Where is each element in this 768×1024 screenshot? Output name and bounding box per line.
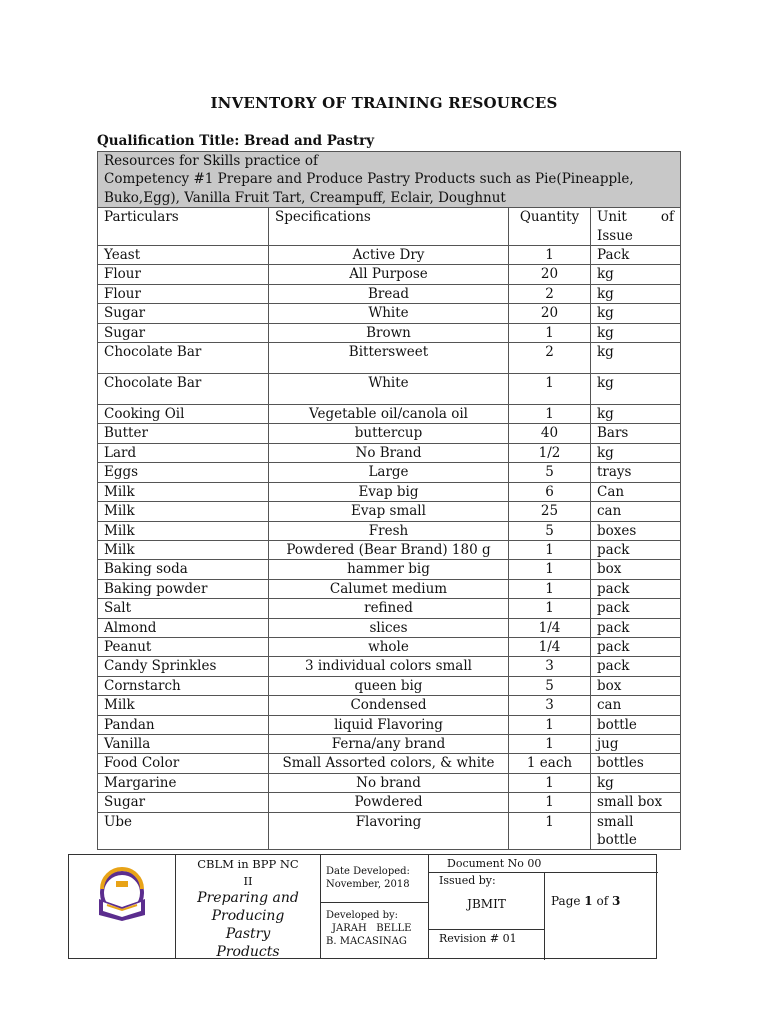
table-row xyxy=(98,734,681,753)
cell-specification: White xyxy=(269,304,509,323)
resources-line-1: Resources for Skills practice of xyxy=(104,153,319,169)
cell-quantity: 1 xyxy=(509,246,591,265)
cell-specification: Ferna/any brand xyxy=(269,734,509,753)
cell-specification: Active Dry xyxy=(269,246,509,265)
cell-quantity: 20 xyxy=(509,265,591,284)
table-row xyxy=(98,618,681,637)
cell-specification: 3 individual colors small xyxy=(269,657,509,676)
cell-unit: can xyxy=(591,502,681,521)
cell-specification: liquid Flavoring xyxy=(269,715,509,734)
cell-quantity: 20 xyxy=(509,304,591,323)
cell-unit: Bars xyxy=(591,424,681,443)
resources-header xyxy=(98,152,681,208)
table-row xyxy=(98,405,681,424)
cell-particular: Baking soda xyxy=(98,560,269,579)
table-row xyxy=(98,374,681,405)
cell-unit: kg xyxy=(591,773,681,792)
col-unit-a: Unit xyxy=(597,209,627,226)
cell-unit: trays xyxy=(591,463,681,482)
inventory-table xyxy=(97,151,681,850)
cell-particular: Cooking Oil xyxy=(98,405,269,424)
developed-by-label: Developed by: xyxy=(326,910,399,921)
cblm-title-2: Producing xyxy=(211,908,285,924)
cell-unit: pack xyxy=(591,579,681,598)
table-row xyxy=(98,482,681,501)
cell-particular: Milk xyxy=(98,521,269,540)
cell-particular: Baking powder xyxy=(98,579,269,598)
cell-particular: Chocolate Bar xyxy=(98,374,269,405)
cell-particular: Butter xyxy=(98,424,269,443)
table-row xyxy=(98,676,681,695)
issued-by-cell xyxy=(429,872,545,930)
cell-particular: Vanilla xyxy=(98,734,269,753)
cell-specification: Large xyxy=(269,463,509,482)
table-row xyxy=(98,323,681,342)
cell-specification: whole xyxy=(269,637,509,656)
cell-quantity: 1 xyxy=(509,560,591,579)
cblm-cell xyxy=(176,855,321,958)
cell-particular: Salt xyxy=(98,599,269,618)
table-row xyxy=(98,246,681,265)
cell-unit: kg xyxy=(591,265,681,284)
table-row xyxy=(98,521,681,540)
cell-particular: Cornstarch xyxy=(98,676,269,695)
issued-by-label: Issued by: xyxy=(439,874,496,887)
cell-specification: No brand xyxy=(269,773,509,792)
table-row xyxy=(98,343,681,374)
table-row xyxy=(98,284,681,303)
table-row xyxy=(98,424,681,443)
column-header-row xyxy=(98,208,681,246)
revision-number: Revision # 01 xyxy=(429,930,545,960)
cell-quantity: 3 xyxy=(509,696,591,715)
cell-particular: Flour xyxy=(98,265,269,284)
cell-unit: kg xyxy=(591,374,681,405)
table-row xyxy=(98,696,681,715)
cell-unit: Pack xyxy=(591,246,681,265)
cell-specification: All Purpose xyxy=(269,265,509,284)
cell-particular: Peanut xyxy=(98,637,269,656)
cell-particular: Pandan xyxy=(98,715,269,734)
cell-unit: kg xyxy=(591,304,681,323)
date-developed-value: November, 2018 xyxy=(326,879,410,890)
cell-unit: pack xyxy=(591,599,681,618)
cell-particular: Milk xyxy=(98,482,269,501)
cell-quantity: 1 xyxy=(509,793,591,812)
cell-specification: Bread xyxy=(269,284,509,303)
cell-quantity: 1 xyxy=(509,715,591,734)
cell-quantity: 1 xyxy=(509,405,591,424)
cell-unit: kg xyxy=(591,405,681,424)
cell-quantity: 1 each xyxy=(509,754,591,773)
table-row xyxy=(98,540,681,559)
cell-unit: Can xyxy=(591,482,681,501)
cblm-title-3: Pastry xyxy=(225,926,271,942)
cell-quantity: 1 xyxy=(509,773,591,792)
cell-particular: Sugar xyxy=(98,793,269,812)
cell-unit: boxes xyxy=(591,521,681,540)
cell-unit: kg xyxy=(591,343,681,374)
resources-line-3: Buko,Egg), Vanilla Fruit Tart, Creampuff, Eclair, Doughnut xyxy=(104,189,506,206)
cell-particular: Ube xyxy=(98,812,269,850)
table-row xyxy=(98,463,681,482)
document-footer xyxy=(68,854,657,959)
cell-quantity: 1 xyxy=(509,579,591,598)
cell-unit: box xyxy=(591,676,681,695)
cell-unit: kg xyxy=(591,443,681,462)
table-row xyxy=(98,773,681,792)
cell-specification: Small Assorted colors, & white xyxy=(269,754,509,773)
cell-specification: Fresh xyxy=(269,521,509,540)
page-total: 3 xyxy=(611,894,621,908)
table-row xyxy=(98,599,681,618)
issued-by-value: JBMIT xyxy=(467,897,506,911)
cell-quantity: 1/2 xyxy=(509,443,591,462)
cell-particular: Food Color xyxy=(98,754,269,773)
col-unit-of-issue xyxy=(591,208,681,246)
col-unit-b: of xyxy=(660,209,675,226)
cell-specification: Condensed xyxy=(269,696,509,715)
table-row xyxy=(98,754,681,773)
table-row xyxy=(98,304,681,323)
table-row xyxy=(98,657,681,676)
cell-particular: Almond xyxy=(98,618,269,637)
cell-particular: Milk xyxy=(98,696,269,715)
cell-specification: Evap small xyxy=(269,502,509,521)
table-row xyxy=(98,443,681,462)
document-info-cell xyxy=(429,855,658,958)
cell-particular: Milk xyxy=(98,540,269,559)
cell-particular: Milk xyxy=(98,502,269,521)
col-specifications: Specifications xyxy=(269,208,509,246)
col-quantity: Quantity xyxy=(509,208,591,246)
table-row xyxy=(98,265,681,284)
cell-unit: kg xyxy=(591,284,681,303)
cell-unit: small bottle xyxy=(591,812,681,850)
cell-unit: bottles xyxy=(591,754,681,773)
cell-quantity: 1 xyxy=(509,734,591,753)
cell-quantity: 1 xyxy=(509,374,591,405)
page-prefix: Page xyxy=(551,894,585,908)
cell-unit: bottle xyxy=(591,715,681,734)
cell-specification: queen big xyxy=(269,676,509,695)
developer-name-1: JARAH BELLE xyxy=(332,923,412,934)
cell-particular: Eggs xyxy=(98,463,269,482)
cell-particular: Margarine xyxy=(98,773,269,792)
table-row xyxy=(98,812,681,850)
cell-particular: Flour xyxy=(98,284,269,303)
cell-particular: Lard xyxy=(98,443,269,462)
cblm-line-1: CBLM in BPP NC xyxy=(197,857,299,871)
cell-unit: pack xyxy=(591,618,681,637)
developer-name-2: B. MACASINAG xyxy=(326,936,407,947)
page-of: of xyxy=(592,894,612,908)
cell-particular: Sugar xyxy=(98,323,269,342)
cell-quantity: 2 xyxy=(509,343,591,374)
cell-particular: Candy Sprinkles xyxy=(98,657,269,676)
cell-specification: Bittersweet xyxy=(269,343,509,374)
cell-quantity: 1/4 xyxy=(509,637,591,656)
cell-unit: pack xyxy=(591,637,681,656)
cell-specification: Flavoring xyxy=(269,812,509,850)
cell-particular: Sugar xyxy=(98,304,269,323)
cell-specification: Vegetable oil/canola oil xyxy=(269,405,509,424)
cblm-title-4: Products xyxy=(216,944,280,960)
cell-specification: Evap big xyxy=(269,482,509,501)
cell-unit: pack xyxy=(591,540,681,559)
cell-unit: pack xyxy=(591,657,681,676)
logo-cell xyxy=(69,855,176,958)
cell-unit: box xyxy=(591,560,681,579)
cell-unit: can xyxy=(591,696,681,715)
date-developed-label: Date Developed: xyxy=(326,866,410,877)
cell-quantity: 1 xyxy=(509,323,591,342)
cell-specification: Powdered (Bear Brand) 180 g xyxy=(269,540,509,559)
resources-header-row xyxy=(98,152,681,208)
cell-specification: slices xyxy=(269,618,509,637)
table-row xyxy=(98,579,681,598)
table-row xyxy=(98,560,681,579)
cell-particular: Chocolate Bar xyxy=(98,343,269,374)
col-particulars: Particulars xyxy=(98,208,269,246)
cell-quantity: 25 xyxy=(509,502,591,521)
cell-quantity: 1/4 xyxy=(509,618,591,637)
cell-quantity: 5 xyxy=(509,676,591,695)
date-cell xyxy=(321,855,429,958)
table-row xyxy=(98,793,681,812)
page-number xyxy=(545,872,658,960)
col-unit-c: Issue xyxy=(597,227,633,244)
cell-specification: No Brand xyxy=(269,443,509,462)
cell-specification: refined xyxy=(269,599,509,618)
cell-quantity: 1 xyxy=(509,812,591,850)
cell-quantity: 1 xyxy=(509,540,591,559)
cell-specification: hammer big xyxy=(269,560,509,579)
document-number: Document No 00 xyxy=(429,855,658,873)
page-title: INVENTORY OF TRAINING RESOURCES xyxy=(210,94,558,112)
cell-quantity: 3 xyxy=(509,657,591,676)
cblm-line-2: II xyxy=(243,874,253,888)
table-row xyxy=(98,637,681,656)
cell-specification: Brown xyxy=(269,323,509,342)
page-current: 1 xyxy=(584,894,593,908)
cell-quantity: 6 xyxy=(509,482,591,501)
cell-quantity: 2 xyxy=(509,284,591,303)
cblm-title-1: Preparing and xyxy=(197,890,299,906)
cell-particular: Yeast xyxy=(98,246,269,265)
qualification-title: Qualification Title: Bread and Pastry xyxy=(97,133,375,149)
cell-unit: kg xyxy=(591,323,681,342)
table-row xyxy=(98,715,681,734)
cell-quantity: 5 xyxy=(509,463,591,482)
cell-unit: small box xyxy=(591,793,681,812)
cell-quantity: 1 xyxy=(509,599,591,618)
cell-specification: Calumet medium xyxy=(269,579,509,598)
resources-line-2: Competency #1 Prepare and Produce Pastry Products such as Pie(Pineapple, xyxy=(104,171,634,188)
cell-unit: jug xyxy=(591,734,681,753)
cell-specification: White xyxy=(269,374,509,405)
cell-specification: Powdered xyxy=(269,793,509,812)
cell-quantity: 5 xyxy=(509,521,591,540)
cell-quantity: 40 xyxy=(509,424,591,443)
institution-logo-icon xyxy=(69,855,176,960)
table-row xyxy=(98,502,681,521)
cell-specification: buttercup xyxy=(269,424,509,443)
